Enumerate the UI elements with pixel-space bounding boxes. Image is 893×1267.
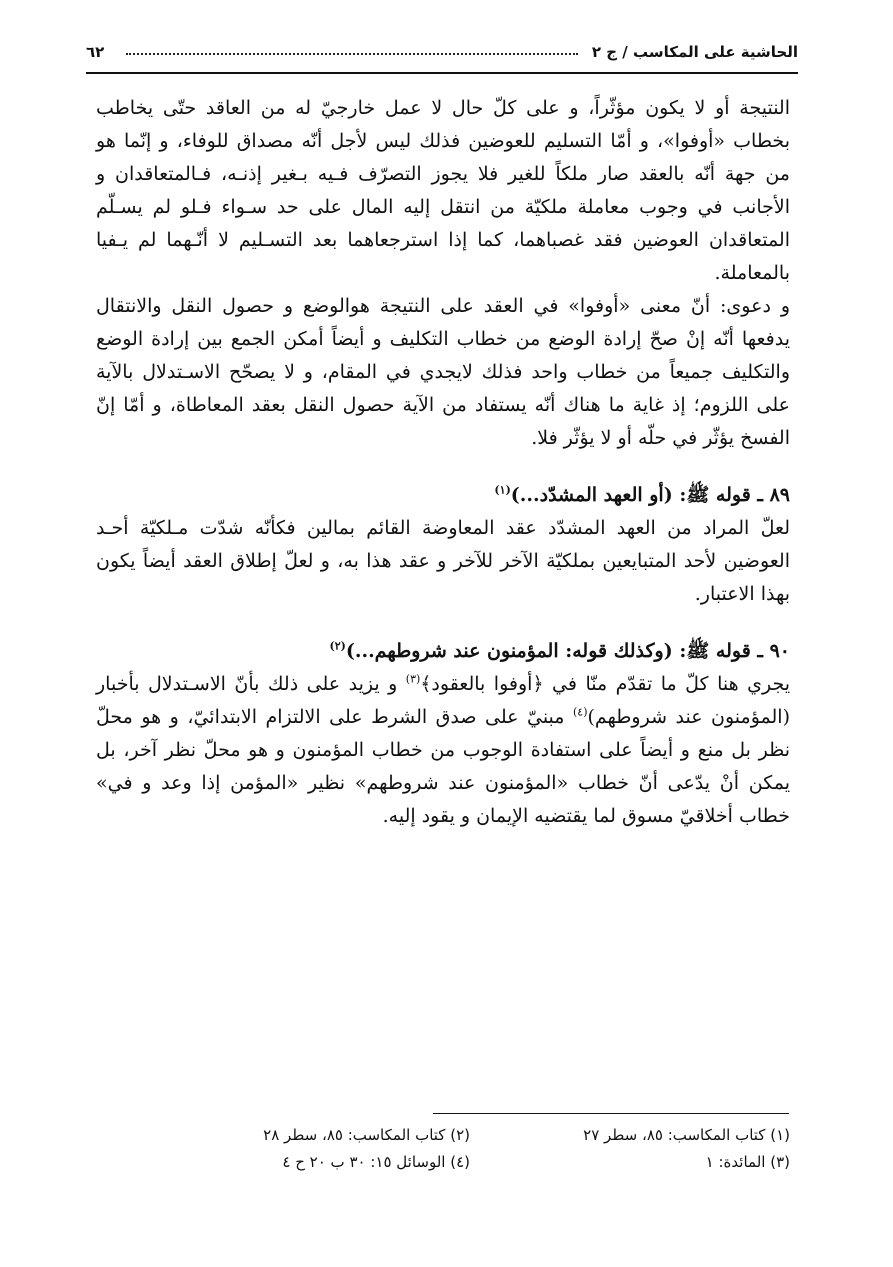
section-gap (96, 455, 790, 479)
paragraph: و دعوى: أنّ معنى «أوفوا» في العقد على النتيجة هوالوضع و حصول النقل والانتقال يدفعها أنّه إنْ صحّ إرادة الوضع من خطاب التكليف و أيضاً أمكن الجمع بين إرادة الوضع والتكليف جميعاً من خطاب واحد فذلك لايجدي في المقام، و لا يصحّح الاسـتدلال بالآية على اللزوم؛ إذ غاية ما هناك أنّه يستفاد من الآية حصول النقل بعقد المعاطاة، و أمّا إنّ الفسخ يؤثّر في حلّه أو لا يؤثّر فلا. (96, 295, 790, 449)
heading-number: ٩٠ ـ قوله ﷺ: (672, 640, 790, 662)
footnote-row (150, 1126, 790, 1153)
leader-dots (126, 53, 578, 55)
running-title: الحاشية على المكاسب / ج ٢ (591, 43, 798, 61)
footnote-4: (٤) الوسائل ١٥: ٣٠ ب ٢٠ ح ٤ (282, 1153, 470, 1171)
heading-number: ٨٩ ـ قوله ﷺ: (672, 484, 790, 506)
section-gap (96, 611, 790, 635)
page-number: ٦٢ (86, 43, 105, 61)
footnote-row (150, 1153, 790, 1180)
footnote-ref: (٣) (405, 672, 421, 686)
section-heading-89 (96, 479, 790, 512)
footnote-1: (١) كتاب المكاسب: ٨٥، سطر ٢٧ (583, 1126, 790, 1144)
text-run: يجري هنا كلّ ما تقدّم منّا في ﴿أوفوا بالعقود﴾ (420, 673, 790, 695)
paragraph: النتيجة أو لا يكون مؤثّراً، و على كلّ حال لا عمل خارجيّ له من العاقد حتّى يخاطب بخطاب «أوفوا»، و أمّا التسليم للعوضين فذلك ليس لأجل أنّه مصداق للوفاء، و إنّما هو من جهة أنّه بالعقد صار ملكاً للغير فلا يجوز التصرّف فـيه بـغير إذنـه، فـالمتعاقدان و الأجانب في وجوب معاملة ملكيّة من انتقل إليه المال على حد سـواء فـلو لم يسـلّم المتعاقدان العوضين فقد غصباهما، كما إذا استرجعاهما بعد التسـليم لا أنّـهما لم يـفيا بالمعاملة. (96, 97, 790, 284)
footnote-rule (433, 1113, 789, 1114)
text-run: مبنيّ على صدق الشرط على الالتزام الابتدائيّ، و هو محلّ نظر بل منع و أيضاً على استفادة الوجوب من خطاب المؤمنون و هو محلّ نظر آخر، بل يمكن أنْ يدّعى أنّ خطاب «المؤمنون عند شروطهم» نظير «المؤمن إذا وعد و في» خطاب أخلاقيّ مسوق لما يقتضيه الإيمان و يقود إليه. (96, 706, 790, 827)
paragraph (96, 668, 790, 833)
section-heading-90 (96, 635, 790, 668)
running-header (86, 40, 798, 68)
main-text (96, 92, 790, 833)
heading-title: (أو العهد المشدّد...) (510, 484, 673, 506)
footnote-2: (٢) كتاب المكاسب: ٨٥، سطر ٢٨ (263, 1126, 470, 1144)
heading-title: (وكذلك قوله: المؤمنون عند شروطهم...) (345, 640, 673, 662)
footnote-3: (٣) المائدة: ١ (705, 1153, 790, 1171)
footnote-ref: (١) (494, 483, 511, 497)
text-run: و يزيد على ذلك بأنّ الاسـتدلال بأخبار (المؤمنون عند شروطهم) (96, 673, 790, 728)
header-rule (86, 72, 798, 74)
footnote-ref: (٢) (329, 639, 346, 653)
footnote-ref: (٤) (572, 705, 588, 719)
paragraph: لعلّ المراد من العهد المشدّد عقد المعاوضة القائم بمالين فكأنّه شدّت مـلكيّة أحـد العوضين لأحد المتبايعين بملكيّة الآخر للآخر و عقد هذا به، و لعلّ إطلاق العقد أيضاً يكون بهذا الاعتبار. (96, 517, 790, 605)
footnotes (150, 1126, 790, 1180)
